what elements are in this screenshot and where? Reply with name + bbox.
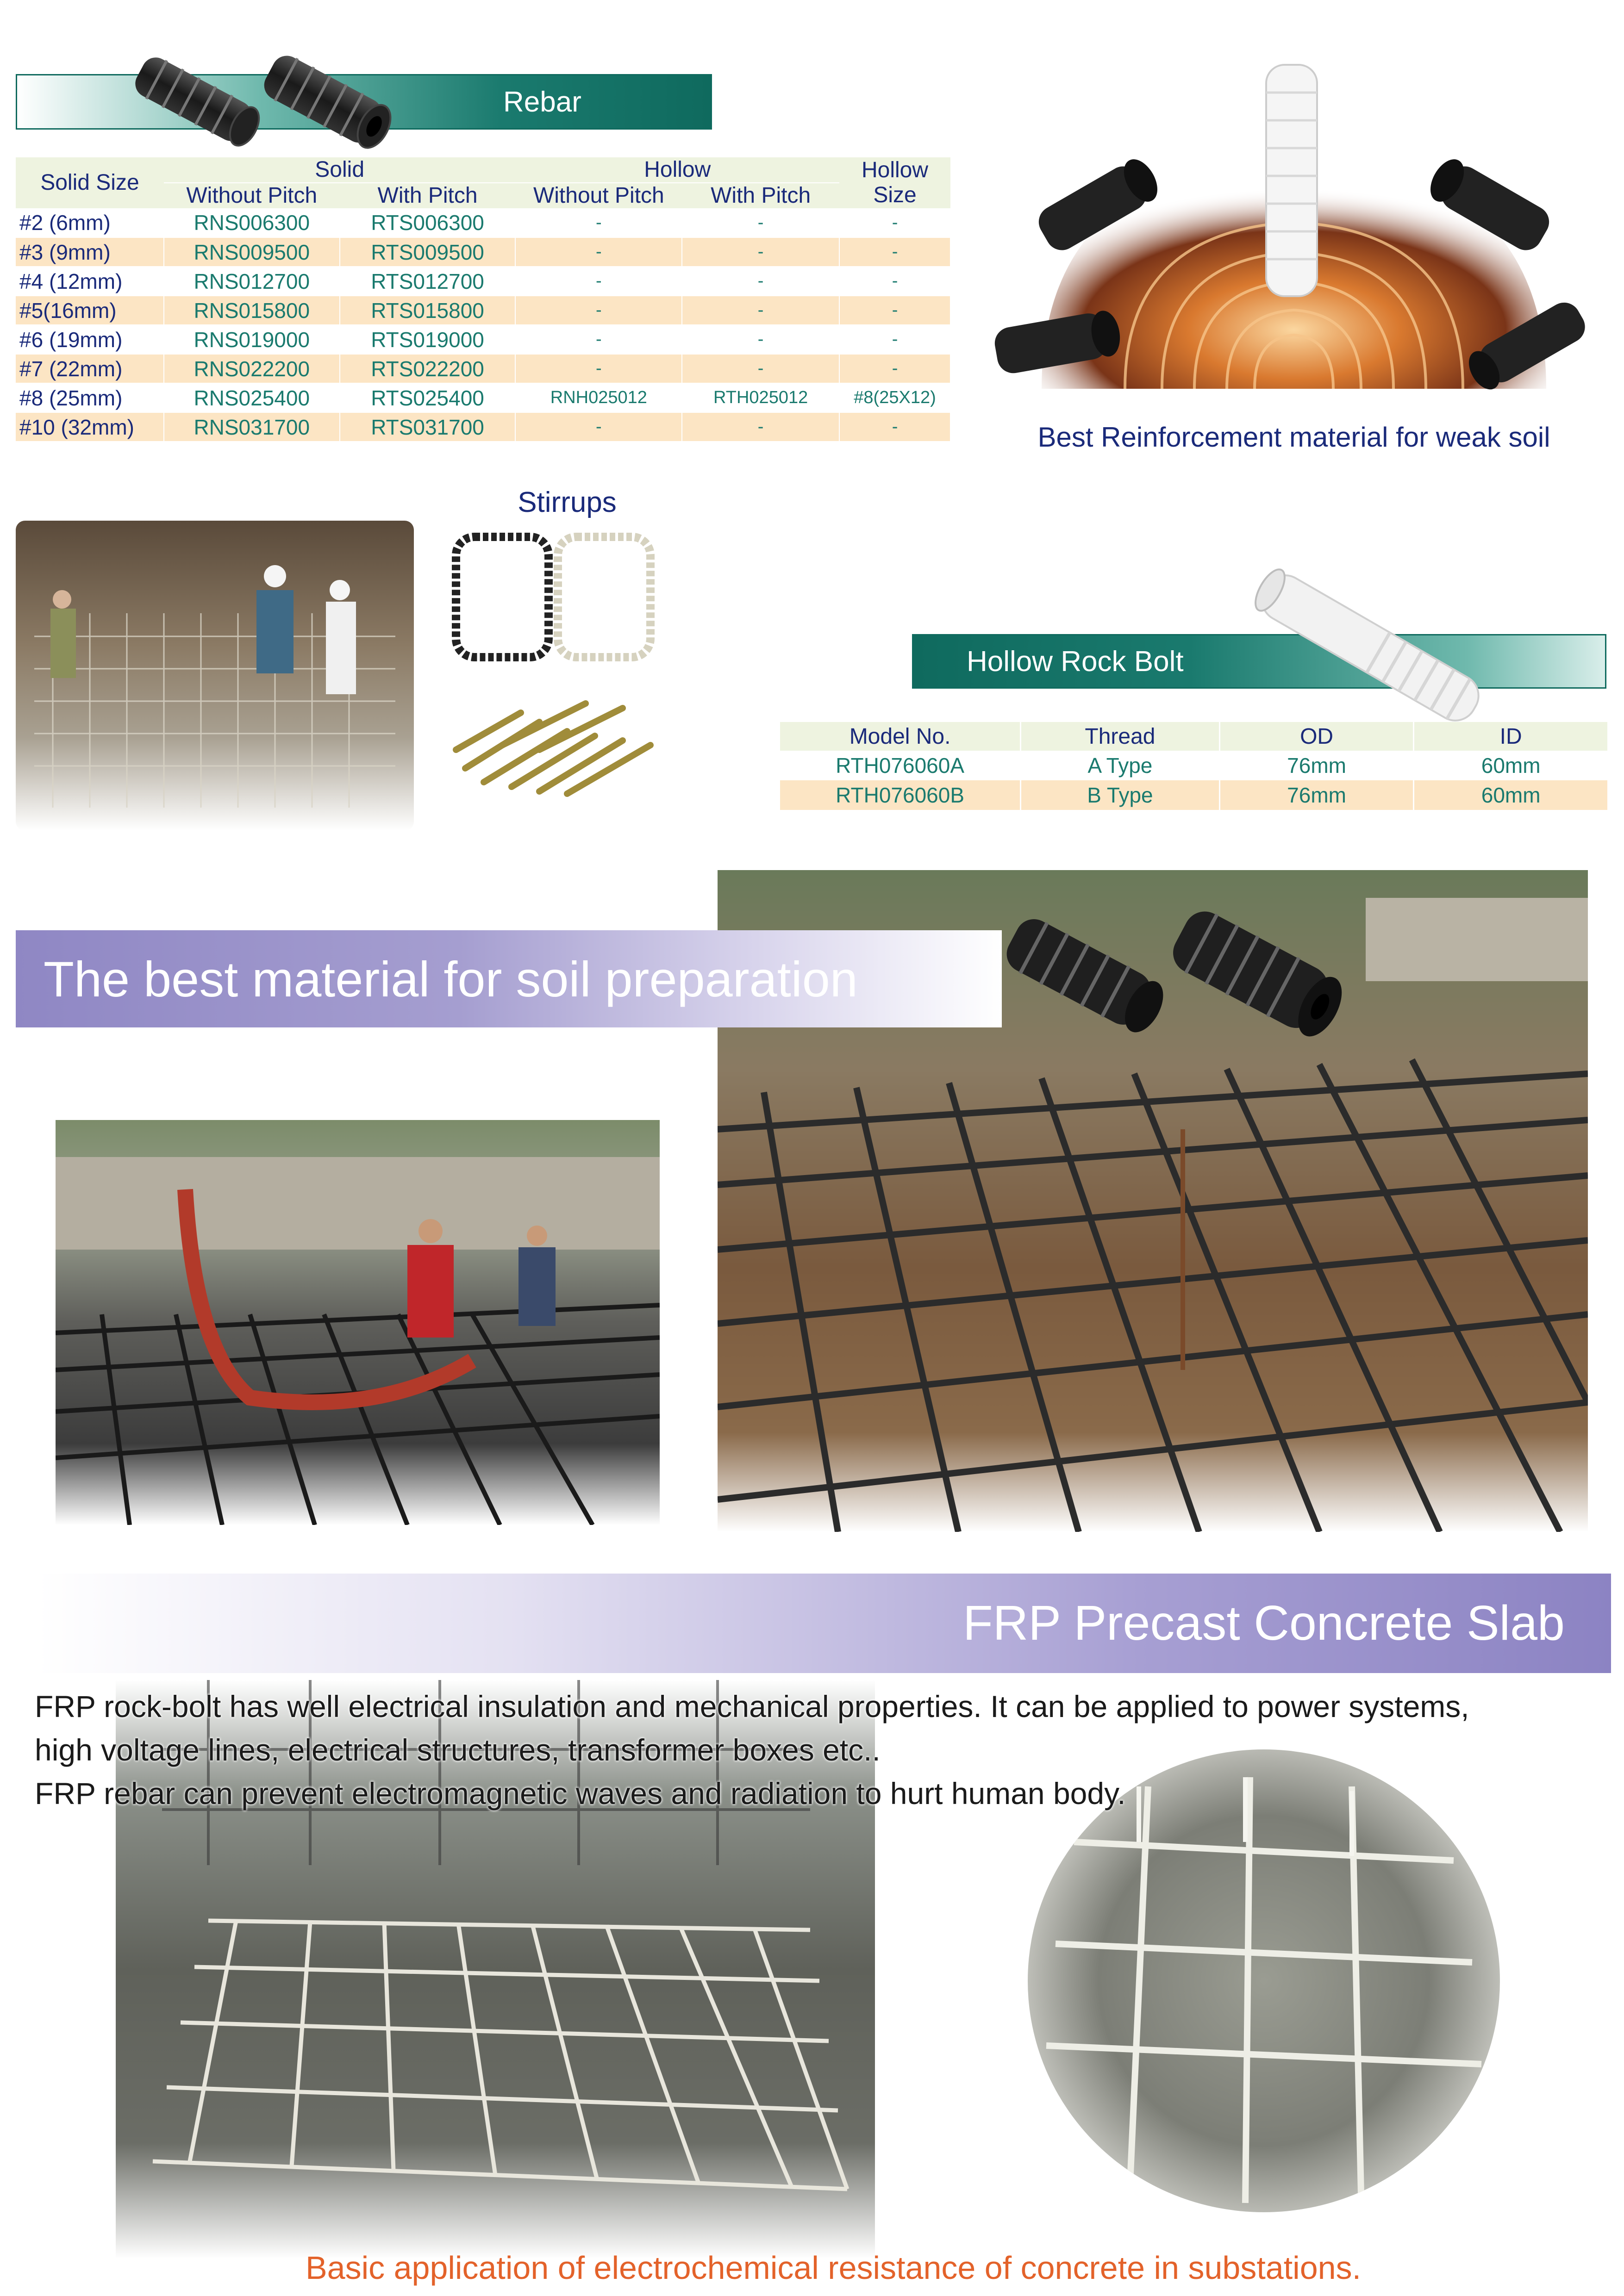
col-hollow-size-header: Hollow Size [839, 157, 950, 208]
cell-od: 76mm [1219, 751, 1414, 780]
cell-solid-with: RTS022200 [340, 354, 516, 383]
cell-solid-without: RNS006300 [164, 208, 340, 237]
cell-solid-without: RNS015800 [164, 296, 340, 325]
table-row [16, 325, 950, 354]
cell-solid-with: RTS019000 [340, 325, 516, 354]
cell-hollow-without: - [515, 296, 682, 325]
cell-hollow-size: - [839, 208, 950, 237]
cell-hollow-with: RTH025012 [682, 383, 839, 412]
cell-size: #2 (6mm) [16, 208, 164, 237]
col-thread-header: Thread [1021, 722, 1220, 751]
stirrups-label: Stirrups [518, 486, 617, 518]
cage-workshop-photo [16, 521, 414, 831]
col-size-header: Solid Size [16, 157, 164, 208]
col-solid-header: Solid [164, 157, 516, 183]
table-row [16, 296, 950, 325]
cell-hollow-without: - [515, 208, 682, 237]
col-id-header: ID [1414, 722, 1608, 751]
description-line-1: FRP rock-bolt has well electrical insulation and mechanical properties. It can be applied to power systems, [35, 1689, 1469, 1724]
cell-solid-without: RNS025400 [164, 383, 340, 412]
cell-id: 60mm [1414, 780, 1608, 810]
table-row [780, 751, 1608, 780]
cell-hollow-size: - [839, 267, 950, 296]
reinforcement-caption: Best Reinforcement material for weak soil [1037, 422, 1550, 453]
rock-bolt-title: Hollow Rock Bolt [967, 645, 1184, 678]
table-row [16, 208, 950, 237]
col-solid-without-pitch: Without Pitch [164, 183, 340, 208]
table-row [16, 267, 950, 296]
cell-solid-with: RTS012700 [340, 267, 516, 296]
cell-hollow-without: - [515, 267, 682, 296]
table-row [780, 780, 1608, 810]
cell-hollow-with: - [682, 237, 839, 267]
cell-hollow-size: - [839, 354, 950, 383]
description-line-2: high voltage lines, electrical structures, transformer boxes etc.. [35, 1733, 881, 1767]
cell-solid-with: RTS006300 [340, 208, 516, 237]
cell-hollow-size: - [839, 237, 950, 267]
cell-od: 76mm [1219, 780, 1414, 810]
rock-bolt-image [1241, 565, 1500, 731]
soil-banner [16, 930, 1002, 1027]
rebar-spec-table [16, 157, 951, 442]
grid-closeup-photo [1028, 1749, 1500, 2212]
cell-solid-without: RNS019000 [164, 325, 340, 354]
rebar-product-image [125, 28, 403, 167]
slab-banner-title: FRP Precast Concrete Slab [962, 1596, 1565, 1650]
rebar-rods-overlay-image [995, 879, 1366, 1064]
tunnel-reinforcement-image [986, 56, 1602, 426]
description-line-3: FRP rebar can prevent electromagnetic waves and radiation to hurt human body. [35, 1776, 1126, 1811]
cell-hollow-with: - [682, 208, 839, 237]
cell-id: 60mm [1414, 751, 1608, 780]
table-row [16, 383, 950, 412]
cell-solid-with: RTS009500 [340, 237, 516, 267]
cell-size: #8 (25mm) [16, 383, 164, 412]
soil-banner-title: The best material for soil preparation [44, 951, 858, 1007]
table-row [16, 237, 950, 267]
col-hollow-without-pitch: Without Pitch [515, 183, 682, 208]
cell-solid-with: RTS031700 [340, 412, 516, 442]
cell-hollow-size: - [839, 296, 950, 325]
concrete-pouring-photo [56, 1120, 660, 1525]
cell-hollow-without: - [515, 412, 682, 442]
cell-size: #4 (12mm) [16, 267, 164, 296]
cell-hollow-size: - [839, 412, 950, 442]
col-hollow-header: Hollow [515, 157, 839, 183]
table-row [16, 412, 950, 442]
substation-caption: Basic application of electrochemical resistance of concrete in substations. [305, 2250, 1362, 2286]
cell-hollow-with: - [682, 267, 839, 296]
cell-hollow-with: - [682, 354, 839, 383]
cell-thread: A Type [1021, 751, 1220, 780]
cell-hollow-with: - [682, 296, 839, 325]
cell-model: RTH076060A [780, 751, 1021, 780]
cell-hollow-size: - [839, 325, 950, 354]
cell-thread: B Type [1021, 780, 1220, 810]
cell-hollow-without: RNH025012 [515, 383, 682, 412]
col-solid-with-pitch: With Pitch [340, 183, 516, 208]
cell-size: #6 (19mm) [16, 325, 164, 354]
cell-model: RTH076060B [780, 780, 1021, 810]
cell-size: #5(16mm) [16, 296, 164, 325]
slab-banner [37, 1574, 1611, 1673]
cell-solid-with: RTS015800 [340, 296, 516, 325]
cell-size: #3 (9mm) [16, 237, 164, 267]
cell-hollow-without: - [515, 237, 682, 267]
frp-description [35, 1685, 1609, 1815]
cell-size: #10 (32mm) [16, 412, 164, 442]
cell-hollow-size: #8(25X12) [839, 383, 950, 412]
cell-hollow-without: - [515, 325, 682, 354]
cell-size: #7 (22mm) [16, 354, 164, 383]
cell-solid-without: RNS031700 [164, 412, 340, 442]
col-model-header: Model No. [780, 722, 1021, 751]
cell-hollow-with: - [682, 325, 839, 354]
table-row [16, 354, 950, 383]
rock-bolt-spec-table [780, 722, 1609, 810]
stirrups-image [447, 528, 669, 815]
cell-hollow-with: - [682, 412, 839, 442]
cell-solid-without: RNS022200 [164, 354, 340, 383]
cell-hollow-without: - [515, 354, 682, 383]
col-hollow-with-pitch: With Pitch [682, 183, 839, 208]
cell-solid-without: RNS009500 [164, 237, 340, 267]
cell-solid-without: RNS012700 [164, 267, 340, 296]
rebar-title: Rebar [503, 86, 581, 118]
col-od-header: OD [1219, 722, 1414, 751]
cell-solid-with: RTS025400 [340, 383, 516, 412]
